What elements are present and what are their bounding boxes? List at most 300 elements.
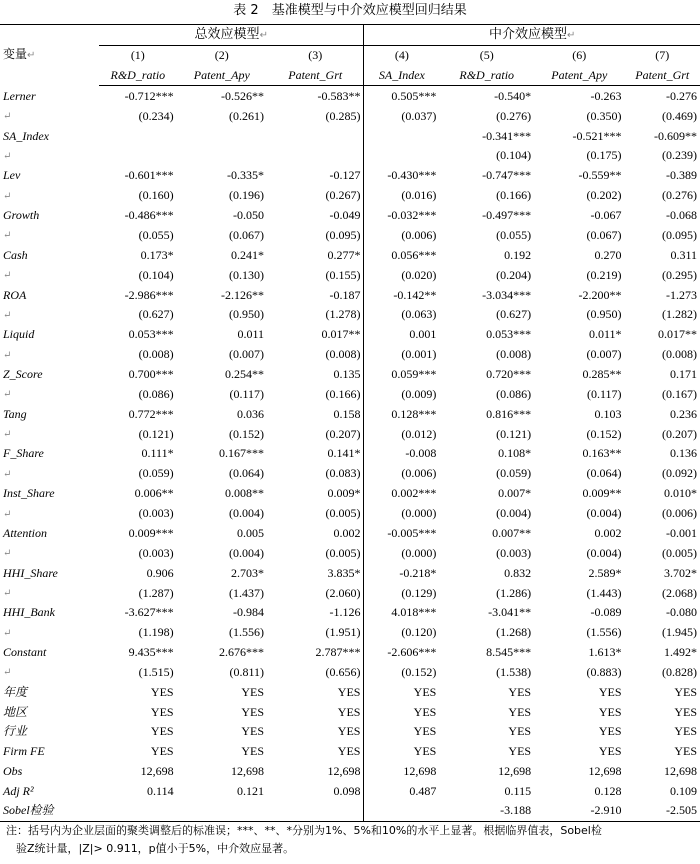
coefficient-cell: -0.341*** bbox=[482, 128, 532, 143]
table-row-coef bbox=[0, 325, 700, 345]
coefficient-cell: 0.011 bbox=[237, 327, 265, 342]
std-error-cell: (0.000) bbox=[364, 543, 439, 563]
std-error-cell: (0.196) bbox=[229, 188, 265, 203]
coefficient-cell: -0.050 bbox=[233, 208, 265, 223]
table-row-se bbox=[0, 583, 700, 603]
table-row-summary bbox=[0, 742, 700, 762]
coefficient-cell: 0.017** bbox=[658, 327, 697, 342]
coefficient-cell: 0.053*** bbox=[486, 327, 532, 342]
std-error-cell: (1.268) bbox=[496, 625, 532, 640]
coefficient-cell: 0.136 bbox=[670, 446, 697, 461]
coefficient-cell: -3.627*** bbox=[124, 605, 174, 620]
coefficient-cell: -0.067 bbox=[590, 208, 622, 223]
summary-cell: YES bbox=[674, 684, 697, 699]
coefficient-cell: 0.011* bbox=[588, 327, 622, 342]
summary-cell: 0.487 bbox=[364, 781, 439, 801]
table-row-se bbox=[0, 662, 700, 682]
summary-label: 年度 bbox=[3, 684, 28, 699]
coefficient-cell: -3.034*** bbox=[482, 287, 532, 302]
std-error-cell: (1.286) bbox=[496, 585, 532, 600]
table-row-coef bbox=[0, 285, 700, 305]
coefficient-cell: 2.676*** bbox=[219, 645, 265, 660]
coefficient-cell: -0.486*** bbox=[124, 208, 174, 223]
table-row-se bbox=[0, 265, 700, 285]
table-row-summary bbox=[0, 682, 700, 702]
coefficient-cell: -0.218* bbox=[364, 563, 439, 583]
summary-cell: 12,698 bbox=[231, 763, 265, 778]
dependent-variable: R&D_ratio bbox=[439, 66, 534, 86]
std-error-cell: (0.095) bbox=[662, 227, 697, 242]
coefficient-cell: -0.984 bbox=[233, 605, 265, 620]
std-error-cell: (0.059) bbox=[496, 466, 532, 481]
coefficient-cell: 0.832 bbox=[504, 565, 532, 580]
std-error-cell: (0.008) bbox=[325, 347, 361, 362]
coefficient-cell: 8.545*** bbox=[486, 645, 532, 660]
std-error-cell: (0.204) bbox=[496, 267, 532, 282]
coefficient-cell: -0.540* bbox=[494, 88, 532, 103]
coefficient-cell: 0.036 bbox=[237, 406, 265, 421]
summary-cell: YES bbox=[508, 744, 532, 759]
coefficient-cell: 0.002*** bbox=[364, 484, 439, 504]
std-error-cell: (0.055) bbox=[138, 227, 174, 242]
coefficient-cell bbox=[99, 126, 177, 146]
coefficient-cell: 0.009*** bbox=[128, 525, 174, 540]
coefficient-cell: -0.032*** bbox=[364, 206, 439, 226]
std-error-cell: (0.006) bbox=[364, 225, 439, 245]
coefficient-cell: -2.200** bbox=[578, 287, 622, 302]
variable-name: Attention bbox=[3, 525, 47, 540]
std-error-cell: (1.945) bbox=[662, 625, 697, 640]
summary-cell: YES bbox=[674, 704, 697, 719]
std-error-cell: (0.117) bbox=[229, 386, 265, 401]
table-row-se bbox=[0, 504, 700, 524]
std-error-cell: (1.198) bbox=[138, 625, 174, 640]
coefficient-cell: 0.906 bbox=[146, 565, 174, 580]
coefficient-cell: 0.236 bbox=[670, 406, 697, 421]
variable-name: SA_Index bbox=[3, 128, 49, 143]
summary-cell: YES bbox=[598, 684, 622, 699]
coefficient-cell: 0.056*** bbox=[364, 245, 439, 265]
std-error-cell: (0.350) bbox=[586, 108, 622, 123]
note-line-1: 注：括号内为企业层面的聚类调整后的标准误；***、**、*分别为1%、5%和10%的水平上显著。根据临界值表，Sobel检 bbox=[6, 824, 602, 837]
std-error-cell bbox=[177, 146, 267, 166]
std-error-cell: (0.005) bbox=[325, 545, 361, 560]
coefficient-cell: -0.601*** bbox=[124, 168, 174, 183]
coefficient-cell: -0.521*** bbox=[572, 128, 622, 143]
summary-cell: YES bbox=[337, 704, 361, 719]
coefficient-cell: 1.613* bbox=[588, 645, 622, 660]
summary-cell bbox=[364, 801, 439, 821]
summary-cell: YES bbox=[337, 724, 361, 739]
coefficient-cell: -0.142** bbox=[364, 285, 439, 305]
coefficient-cell: -0.747*** bbox=[482, 168, 532, 183]
summary-label: 行业 bbox=[3, 724, 28, 739]
std-error-cell: (0.627) bbox=[138, 307, 174, 322]
table-row-coef bbox=[0, 563, 700, 583]
column-number: (4) bbox=[364, 46, 439, 66]
variable-name: Z_Score bbox=[3, 366, 43, 381]
std-error-cell: (1.951) bbox=[325, 625, 361, 640]
summary-cell: YES bbox=[364, 702, 439, 722]
summary-cell: YES bbox=[150, 684, 174, 699]
table-row-coef bbox=[0, 206, 700, 226]
std-error-cell: (0.004) bbox=[496, 506, 532, 521]
dependent-variable: Patent_Apy bbox=[534, 66, 624, 86]
row-label-empty: ↵ bbox=[3, 309, 12, 321]
summary-cell: YES bbox=[241, 704, 265, 719]
coefficient-cell: 2.787*** bbox=[315, 645, 361, 660]
coefficient-cell: -0.430*** bbox=[364, 166, 439, 186]
coefficient-cell: 0.277* bbox=[327, 247, 361, 262]
coefficient-cell: 0.772*** bbox=[128, 406, 174, 421]
coefficient-cell: -0.068 bbox=[666, 208, 697, 223]
table-row-se bbox=[0, 225, 700, 245]
std-error-cell: (0.064) bbox=[586, 466, 622, 481]
var-header: 变量↵ bbox=[0, 25, 99, 86]
column-number: (1) bbox=[130, 48, 145, 63]
coefficient-cell: 0.009* bbox=[327, 486, 361, 501]
variable-name: Lev bbox=[3, 168, 21, 183]
std-error-cell: (1.538) bbox=[496, 664, 532, 679]
variable-name: Inst_Share bbox=[3, 486, 55, 501]
summary-cell bbox=[99, 801, 177, 821]
summary-cell: 0.128 bbox=[594, 783, 622, 798]
coefficient-cell: 0.141* bbox=[327, 446, 361, 461]
std-error-cell: (0.167) bbox=[662, 386, 697, 401]
column-number: (6) bbox=[572, 48, 587, 63]
std-error-cell: (0.166) bbox=[325, 386, 361, 401]
std-error-cell: (0.285) bbox=[325, 108, 361, 123]
summary-cell: YES bbox=[674, 744, 697, 759]
coefficient-cell: -0.005*** bbox=[364, 524, 439, 544]
summary-cell: 12,698 bbox=[364, 761, 439, 781]
column-number: (2) bbox=[214, 48, 229, 63]
std-error-cell: (0.012) bbox=[364, 424, 439, 444]
row-label-empty: ↵ bbox=[3, 389, 12, 401]
std-error-cell: (1.437) bbox=[229, 585, 265, 600]
coefficient-cell: -0.712*** bbox=[124, 88, 174, 103]
coefficient-cell bbox=[177, 126, 267, 146]
summary-cell: YES bbox=[364, 742, 439, 762]
coefficient-cell: -1.273 bbox=[666, 287, 697, 302]
row-label-empty: ↵ bbox=[3, 508, 12, 520]
coefficient-cell: -0.001 bbox=[666, 525, 697, 540]
coefficient-cell: -0.389 bbox=[666, 168, 697, 183]
coefficient-cell: 0.059*** bbox=[364, 365, 439, 385]
coefficient-cell: 0.163** bbox=[582, 446, 622, 461]
summary-cell: 12,698 bbox=[327, 763, 361, 778]
coefficient-cell: 0.816*** bbox=[486, 406, 532, 421]
coefficient-cell: 0.192 bbox=[504, 247, 532, 262]
coefficient-cell: 3.835* bbox=[327, 565, 361, 580]
std-error-cell: (0.207) bbox=[325, 426, 361, 441]
summary-cell: 0.109 bbox=[670, 783, 697, 798]
table-row-coef bbox=[0, 86, 700, 106]
summary-cell: YES bbox=[241, 744, 265, 759]
coefficient-cell: -0.080 bbox=[666, 605, 697, 620]
group-header-total: 总效应模型↵ bbox=[99, 25, 364, 46]
coefficient-cell: 0.270 bbox=[594, 247, 622, 262]
coefficient-cell: -0.335* bbox=[227, 168, 265, 183]
std-error-cell: (0.234) bbox=[138, 108, 174, 123]
coefficient-cell: 0.128*** bbox=[364, 404, 439, 424]
row-label-empty: ↵ bbox=[3, 190, 12, 202]
coefficient-cell: -2.606*** bbox=[364, 643, 439, 663]
table-row-coef bbox=[0, 524, 700, 544]
row-label-empty: ↵ bbox=[3, 150, 12, 162]
std-error-cell: (1.287) bbox=[138, 585, 174, 600]
variable-name: Constant bbox=[3, 645, 47, 660]
coefficient-cell: -0.263 bbox=[590, 88, 622, 103]
coefficient-cell: -0.127 bbox=[329, 168, 361, 183]
variable-name: ROA bbox=[3, 287, 27, 302]
summary-cell: YES bbox=[241, 684, 265, 699]
std-error-cell: (0.004) bbox=[586, 545, 622, 560]
table-row-summary bbox=[0, 722, 700, 742]
std-error-cell: (0.104) bbox=[138, 267, 174, 282]
summary-cell bbox=[177, 801, 267, 821]
std-error-cell: (0.095) bbox=[325, 227, 361, 242]
std-error-cell: (0.130) bbox=[229, 267, 265, 282]
summary-cell: YES bbox=[508, 704, 532, 719]
std-error-cell: (0.239) bbox=[662, 148, 697, 163]
table-row-summary bbox=[0, 761, 700, 781]
summary-cell: YES bbox=[598, 724, 622, 739]
table-row-se bbox=[0, 146, 700, 166]
std-error-cell: (0.063) bbox=[364, 305, 439, 325]
row-label-empty: ↵ bbox=[3, 270, 12, 282]
coefficient-cell: 2.703* bbox=[231, 565, 265, 580]
std-error-cell: (0.152) bbox=[229, 426, 265, 441]
table-row-coef bbox=[0, 166, 700, 186]
table-row-summary bbox=[0, 702, 700, 722]
coefficient-cell: 4.018*** bbox=[364, 603, 439, 623]
row-label-empty: ↵ bbox=[3, 548, 12, 560]
table-row-coef bbox=[0, 643, 700, 663]
summary-cell: YES bbox=[364, 722, 439, 742]
table-row-coef bbox=[0, 484, 700, 504]
std-error-cell: (1.556) bbox=[229, 625, 265, 640]
std-error-cell: (0.003) bbox=[138, 545, 174, 560]
coefficient-cell: 1.492* bbox=[664, 645, 697, 660]
summary-cell: 12,698 bbox=[588, 763, 622, 778]
std-error-cell: (1.278) bbox=[325, 307, 361, 322]
table-row-coef bbox=[0, 404, 700, 424]
summary-cell: 12,698 bbox=[140, 763, 174, 778]
std-error-cell: (0.160) bbox=[138, 188, 174, 203]
summary-cell: YES bbox=[150, 744, 174, 759]
std-error-cell: (0.129) bbox=[364, 583, 439, 603]
row-label-empty: ↵ bbox=[3, 230, 12, 242]
std-error-cell: (0.008) bbox=[662, 347, 697, 362]
coefficient-cell: 0.171 bbox=[670, 366, 697, 381]
std-error-cell: (0.883) bbox=[586, 664, 622, 679]
coefficient-cell: 3.702* bbox=[664, 565, 697, 580]
std-error-cell: (0.828) bbox=[662, 664, 697, 679]
coefficient-cell: 0.001 bbox=[364, 325, 439, 345]
coefficient-cell: 0.700*** bbox=[128, 366, 174, 381]
std-error-cell: (0.295) bbox=[662, 267, 697, 282]
coefficient-cell: 0.254** bbox=[225, 366, 265, 381]
summary-label: Sobel检验 bbox=[0, 801, 99, 821]
std-error-cell: (0.008) bbox=[496, 347, 532, 362]
summary-label: Firm FE bbox=[3, 744, 45, 759]
summary-cell: -3.188 bbox=[439, 801, 534, 821]
std-error-cell: (0.261) bbox=[229, 108, 265, 123]
variable-name: HHI_Share bbox=[3, 565, 58, 580]
regression-table bbox=[0, 24, 700, 822]
std-error-cell: (0.003) bbox=[138, 506, 174, 521]
std-error-cell: (0.104) bbox=[496, 148, 532, 163]
std-error-cell: (0.004) bbox=[229, 545, 265, 560]
std-error-cell: (0.155) bbox=[325, 267, 361, 282]
summary-label: 地区 bbox=[3, 704, 28, 719]
std-error-cell: (0.009) bbox=[364, 384, 439, 404]
variable-name: Growth bbox=[3, 208, 40, 223]
table-title: 表 2 基准模型与中介效应模型回归结果 bbox=[233, 3, 467, 18]
column-number: (5) bbox=[479, 48, 494, 63]
row-label-empty: ↵ bbox=[3, 588, 12, 600]
summary-cell: YES bbox=[508, 684, 532, 699]
std-error-cell: (0.092) bbox=[662, 466, 697, 481]
variable-name: Cash bbox=[3, 247, 28, 262]
summary-cell bbox=[267, 801, 364, 821]
std-error-cell: (0.064) bbox=[229, 466, 265, 481]
coefficient-cell: -0.497*** bbox=[482, 208, 532, 223]
table-row-se bbox=[0, 384, 700, 404]
row-label-empty: ↵ bbox=[3, 468, 12, 480]
coefficient-cell: -0.526** bbox=[221, 88, 265, 103]
summary-label: Adj R² bbox=[3, 783, 34, 798]
coefficient-cell: 0.007** bbox=[492, 525, 532, 540]
std-error-cell: (2.060) bbox=[325, 585, 361, 600]
std-error-cell: (0.020) bbox=[364, 265, 439, 285]
table-row-se bbox=[0, 623, 700, 643]
coefficient-cell: 0.006** bbox=[134, 486, 174, 501]
std-error-cell: (0.950) bbox=[586, 307, 622, 322]
std-error-cell: (0.175) bbox=[586, 148, 622, 163]
dependent-variable: SA_Index bbox=[364, 66, 439, 86]
coefficient-cell: -1.126 bbox=[329, 605, 361, 620]
std-error-cell: (0.016) bbox=[364, 186, 439, 206]
coefficient-cell: 0.008** bbox=[225, 486, 265, 501]
std-error-cell: (0.086) bbox=[138, 386, 174, 401]
std-error-cell: (0.055) bbox=[496, 227, 532, 242]
std-error-cell: (0.067) bbox=[229, 227, 265, 242]
variable-name: HHI_Bank bbox=[3, 605, 55, 620]
coefficient-cell: 0.241* bbox=[231, 247, 265, 262]
table-row-coef bbox=[0, 245, 700, 265]
table-row-summary bbox=[0, 801, 700, 821]
std-error-cell: (1.282) bbox=[662, 307, 697, 322]
table-row-se bbox=[0, 305, 700, 325]
row-label-empty: ↵ bbox=[3, 667, 12, 679]
dependent-variable: Patent_Grt bbox=[625, 66, 700, 86]
table-row-coef bbox=[0, 603, 700, 623]
coefficient-cell: -0.049 bbox=[329, 208, 361, 223]
coefficient-cell: 2.589* bbox=[588, 565, 622, 580]
std-error-cell bbox=[364, 146, 439, 166]
row-label-empty: ↵ bbox=[3, 111, 12, 123]
std-error-cell: (0.121) bbox=[496, 426, 532, 441]
std-error-cell: (0.120) bbox=[364, 623, 439, 643]
dependent-variable: R&D_ratio bbox=[99, 66, 177, 86]
variable-name: Liquid bbox=[3, 327, 35, 342]
dependent-variable: Patent_Grt bbox=[267, 66, 364, 86]
table-row-se bbox=[0, 424, 700, 444]
column-number: (3) bbox=[308, 48, 323, 63]
summary-cell: 12,698 bbox=[498, 763, 532, 778]
table-row-se bbox=[0, 464, 700, 484]
coefficient-cell: 0.017** bbox=[321, 327, 361, 342]
std-error-cell: (0.267) bbox=[325, 188, 361, 203]
std-error-cell: (0.006) bbox=[364, 464, 439, 484]
std-error-cell: (0.202) bbox=[586, 188, 622, 203]
coefficient-cell: 0.053*** bbox=[128, 327, 174, 342]
coefficient-cell: -0.089 bbox=[590, 605, 622, 620]
std-error-cell: (0.004) bbox=[229, 506, 265, 521]
summary-cell: YES bbox=[241, 724, 265, 739]
dependent-variable: Patent_Apy bbox=[177, 66, 267, 86]
coefficient-cell: 0.505*** bbox=[364, 86, 439, 106]
std-error-cell: (0.276) bbox=[496, 108, 532, 123]
table-row-se bbox=[0, 106, 700, 126]
coefficient-cell: -0.187 bbox=[329, 287, 361, 302]
table-row-coef bbox=[0, 126, 700, 146]
std-error-cell: (0.166) bbox=[496, 188, 532, 203]
std-error-cell: (0.001) bbox=[364, 345, 439, 365]
summary-cell: YES bbox=[337, 744, 361, 759]
std-error-cell: (0.007) bbox=[586, 347, 622, 362]
coefficient-cell: 0.108* bbox=[498, 446, 532, 461]
std-error-cell: (0.152) bbox=[586, 426, 622, 441]
table-row-se bbox=[0, 186, 700, 206]
std-error-cell: (0.117) bbox=[586, 386, 622, 401]
summary-cell: YES bbox=[150, 704, 174, 719]
std-error-cell: (0.005) bbox=[325, 506, 361, 521]
coefficient-cell: -0.583** bbox=[317, 88, 361, 103]
std-error-cell: (0.000) bbox=[364, 504, 439, 524]
std-error-cell: (0.207) bbox=[662, 426, 697, 441]
std-error-cell: (0.219) bbox=[586, 267, 622, 282]
summary-cell: 0.098 bbox=[333, 783, 361, 798]
std-error-cell: (0.276) bbox=[662, 188, 697, 203]
coefficient-cell: 0.135 bbox=[333, 366, 361, 381]
std-error-cell bbox=[99, 146, 177, 166]
std-error-cell: (1.515) bbox=[138, 664, 174, 679]
std-error-cell: (0.469) bbox=[662, 108, 697, 123]
row-label-empty: ↵ bbox=[3, 429, 12, 441]
column-number: (7) bbox=[655, 48, 670, 63]
std-error-cell: (0.121) bbox=[138, 426, 174, 441]
std-error-cell: (0.656) bbox=[325, 664, 361, 679]
coefficient-cell: 0.111* bbox=[141, 446, 174, 461]
std-error-cell: (0.086) bbox=[496, 386, 532, 401]
std-error-cell: (0.811) bbox=[229, 664, 265, 679]
table-row-coef bbox=[0, 444, 700, 464]
std-error-cell: (2.068) bbox=[662, 585, 697, 600]
coefficient-cell: 0.103 bbox=[594, 406, 622, 421]
coefficient-cell: -0.008 bbox=[364, 444, 439, 464]
std-error-cell: (0.005) bbox=[662, 545, 697, 560]
table-row-summary bbox=[0, 781, 700, 801]
std-error-cell: (0.004) bbox=[586, 506, 622, 521]
std-error-cell: (0.007) bbox=[229, 347, 265, 362]
summary-cell: YES bbox=[364, 682, 439, 702]
coefficient-cell: -0.276 bbox=[666, 88, 697, 103]
summary-cell: 0.121 bbox=[237, 783, 265, 798]
row-label-empty: ↵ bbox=[3, 627, 12, 639]
